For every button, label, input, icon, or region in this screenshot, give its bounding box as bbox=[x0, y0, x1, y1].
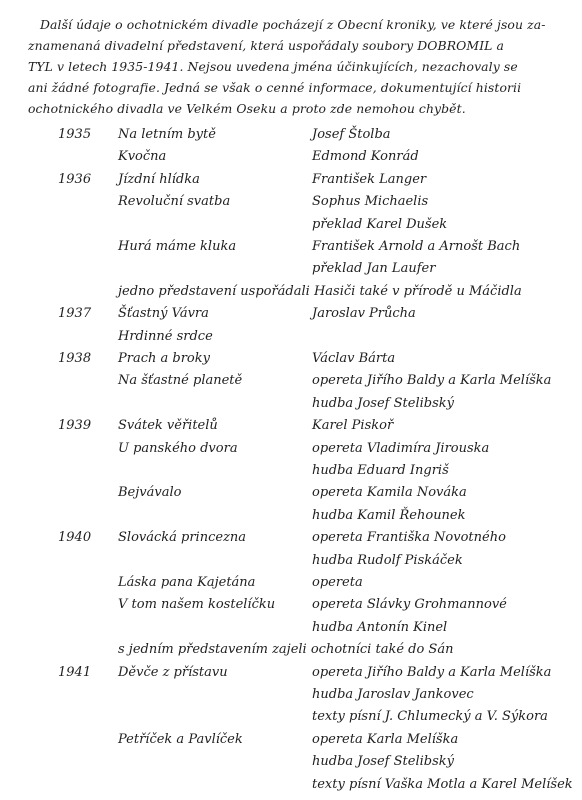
performance-year: 1936 bbox=[58, 171, 92, 187]
performance-row bbox=[0, 169, 582, 191]
performance-row bbox=[0, 460, 582, 482]
performance-row bbox=[0, 594, 582, 616]
performance-title: Petříček a Pavlíček bbox=[118, 731, 243, 747]
performance-author: opereta Jiřího Baldy a Karla Melíška bbox=[312, 664, 552, 680]
performance-author: opereta Slávky Grohmannové bbox=[312, 597, 507, 613]
performance-row bbox=[0, 236, 582, 258]
performance-row bbox=[0, 684, 582, 706]
performance-row bbox=[0, 393, 582, 415]
performance-title: Prach a broky bbox=[118, 351, 210, 366]
intro-paragraph bbox=[28, 14, 556, 119]
performance-row bbox=[0, 550, 582, 572]
performance-row bbox=[0, 482, 582, 504]
performance-author: texty písní Vaška Motla a Karel Melíšek bbox=[312, 776, 573, 792]
performance-row bbox=[0, 729, 582, 751]
performance-row bbox=[0, 146, 582, 168]
performance-author: opereta Jiřího Baldy a Karla Melíška bbox=[312, 373, 552, 389]
performance-row bbox=[0, 706, 582, 728]
performance-author: hudba Rudolf Piskáček bbox=[312, 552, 463, 568]
performance-author: opereta Vladimíra Jirouska bbox=[312, 440, 490, 456]
performance-author: hudba Eduard Ingriš bbox=[312, 463, 449, 478]
performance-row bbox=[0, 191, 582, 213]
performance-title: Šťastný Vávra bbox=[118, 306, 209, 322]
performance-title: Svátek věřitelů bbox=[118, 418, 218, 434]
performance-title: Hrdinné srdce bbox=[118, 328, 213, 344]
performance-author: Václav Bárta bbox=[312, 351, 396, 366]
performance-author: František Langer bbox=[312, 171, 427, 187]
performance-author: Jaroslav Průcha bbox=[312, 306, 416, 322]
performance-row bbox=[0, 348, 582, 370]
performance-row bbox=[0, 258, 582, 280]
performance-row bbox=[0, 303, 582, 325]
performance-title: Hurá máme kluka bbox=[118, 239, 237, 254]
performance-author: hudba Josef Stelibský bbox=[312, 754, 454, 770]
performance-author: opereta Františka Novotného bbox=[312, 530, 506, 546]
performance-year: 1937 bbox=[58, 306, 92, 322]
performance-row bbox=[0, 438, 582, 460]
intro-line: TYL v letech 1935-1941. Nejsou uvedena jména účinkujících, nezachovaly se bbox=[28, 59, 518, 74]
performance-row bbox=[0, 281, 582, 303]
performance-title: Slovácká princezna bbox=[118, 530, 247, 546]
performance-title: V tom našem kostelíčku bbox=[118, 597, 276, 613]
performance-year: 1940 bbox=[58, 530, 92, 546]
performance-note: jedno představení uspořádali Hasiči také v přírodě u Máčidla bbox=[118, 283, 522, 299]
performance-title: Bejvávalo bbox=[118, 485, 182, 501]
performance-title: Jízdní hlídka bbox=[118, 171, 200, 187]
performance-author: hudba Antonín Kinel bbox=[312, 619, 448, 635]
performance-author: Sophus Michaelis bbox=[312, 194, 429, 210]
performance-row bbox=[0, 527, 582, 549]
performance-title: Na šťastné planetě bbox=[118, 373, 243, 389]
performance-author: texty písní J. Chlumecký a V. Sýkora bbox=[312, 709, 548, 725]
intro-line: Další údaje o ochotnickém divadle pocházejí z Obecní kroniky, ve které jsou za- bbox=[40, 17, 546, 32]
performance-row bbox=[0, 214, 582, 236]
performance-author: Karel Piskoř bbox=[312, 418, 394, 434]
intro-line: ani žádné fotografie. Jedná se však o cenné informace, dokumentující historii bbox=[28, 80, 522, 95]
performance-year: 1935 bbox=[58, 127, 92, 142]
performance-row bbox=[0, 370, 582, 392]
performance-row bbox=[0, 617, 582, 639]
performance-row bbox=[0, 662, 582, 684]
performance-year: 1939 bbox=[58, 418, 92, 434]
performance-row bbox=[0, 774, 582, 796]
performance-author: opereta bbox=[312, 575, 363, 590]
performance-title: Děvče z přístavu bbox=[118, 664, 228, 680]
performance-author: opereta Kamila Nováka bbox=[312, 485, 467, 501]
performance-row bbox=[0, 572, 582, 594]
performance-author: Josef Štolba bbox=[312, 127, 391, 142]
performance-row bbox=[0, 639, 582, 661]
performance-year: 1941 bbox=[58, 664, 92, 680]
performance-row bbox=[0, 751, 582, 773]
performance-note: s jedním představením zajeli ochotníci také do Sán bbox=[118, 642, 454, 658]
performance-title: Na letním bytě bbox=[118, 127, 216, 142]
performance-author: opereta Karla Melíška bbox=[312, 731, 459, 747]
performance-row bbox=[0, 415, 582, 437]
performance-title: Revoluční svatba bbox=[118, 194, 231, 210]
performance-author: Edmond Konrád bbox=[312, 149, 419, 165]
intro-line: ochotnického divadla ve Velkém Oseku a proto zde nemohou chybět. bbox=[28, 101, 466, 116]
performance-author: překlad Jan Laufer bbox=[312, 261, 436, 277]
performance-author: hudba Kamil Řehounek bbox=[312, 507, 466, 523]
performance-row bbox=[0, 326, 582, 348]
performance-author: hudba Jaroslav Jankovec bbox=[312, 687, 474, 702]
performance-title: U panského dvora bbox=[118, 440, 238, 456]
performance-year: 1938 bbox=[58, 351, 92, 366]
performance-row bbox=[0, 505, 582, 527]
performance-title: Kvočna bbox=[118, 149, 167, 165]
performance-author: František Arnold a Arnošt Bach bbox=[312, 239, 521, 254]
performance-author: překlad Karel Dušek bbox=[312, 216, 448, 232]
performance-title: Láska pana Kajetána bbox=[118, 575, 256, 590]
performance-row bbox=[0, 124, 582, 146]
intro-line: znamenaná divadelní představení, která uspořádaly soubory DOBROMIL a bbox=[28, 38, 505, 53]
performance-author: hudba Josef Stelibský bbox=[312, 395, 454, 411]
